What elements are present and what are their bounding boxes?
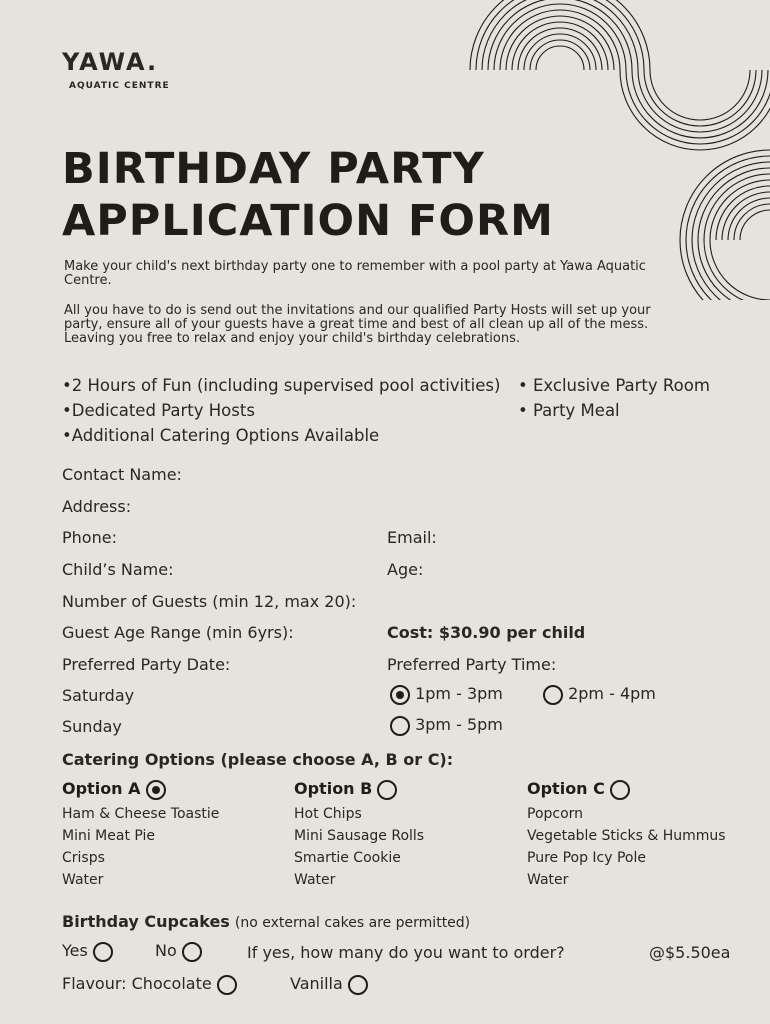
radio-checked-icon[interactable] — [146, 780, 166, 800]
page-title — [62, 143, 554, 247]
cupcakes-title: Birthday Cupcakes — [62, 912, 230, 931]
time-option-3-label: 3pm - 5pm — [415, 715, 503, 734]
radio-icon[interactable] — [182, 942, 202, 962]
time-option-2-label: 2pm - 4pm — [568, 684, 656, 703]
time-option-2[interactable] — [543, 684, 656, 705]
cost-label: Cost: $30.90 per child — [387, 623, 586, 642]
cupcakes-no-option[interactable] — [155, 941, 202, 962]
option-c-items — [527, 803, 726, 891]
contact-name-field[interactable]: Contact Name: — [62, 465, 182, 484]
title-line-1: BIRTHDAY PARTY — [62, 144, 485, 194]
cupcake-price: @$5.50ea — [649, 943, 731, 962]
feature-item: •Dedicated Party Hosts — [62, 401, 255, 420]
list-item: Smartie Cookie — [294, 850, 401, 866]
age-range-field[interactable]: Guest Age Range (min 6yrs): — [62, 623, 294, 642]
cupcakes-quantity-field[interactable]: If yes, how many do you want to order? — [247, 943, 565, 962]
cupcakes-note: (no external cakes are permitted) — [234, 915, 471, 931]
radio-icon[interactable] — [217, 975, 237, 995]
guests-field[interactable]: Number of Guests (min 12, max 20): — [62, 592, 357, 611]
option-a-items — [62, 803, 219, 891]
phone-field[interactable]: Phone: — [62, 528, 117, 547]
option-c-label: Option C — [527, 779, 605, 798]
pref-time-label: Preferred Party Time: — [387, 655, 557, 674]
feature-item: •2 Hours of Fun (including supervised pool activities) — [62, 376, 501, 395]
intro-paragraph-2: All you have to do is send out the invitations and our qualified Party Hosts will set up your party, ensure all of your guests have a great time and best of all clean up all of the mess. Leaving you free to relax and enjoy your child's birthday celebrations. — [64, 303, 651, 346]
brand-subtitle: AQUATIC CENTRE — [69, 81, 170, 91]
option-b-label: Option B — [294, 779, 373, 798]
option-a-label: Option A — [62, 779, 141, 798]
feature-item: • Exclusive Party Room — [518, 376, 710, 395]
no-label: No — [155, 941, 177, 960]
radio-checked-icon[interactable] — [390, 685, 410, 705]
list-item: Mini Meat Pie — [62, 828, 156, 844]
yes-label: Yes — [62, 941, 88, 960]
list-item: Crisps — [62, 850, 105, 866]
radio-icon[interactable] — [543, 685, 563, 705]
list-item: Mini Sausage Rolls — [294, 828, 425, 844]
cupcakes-yes-option[interactable] — [62, 941, 113, 962]
catering-heading: Catering Options (please choose A, B or C): — [62, 750, 454, 769]
radio-icon[interactable] — [93, 942, 113, 962]
flavour-label: Flavour: Chocolate — [62, 974, 212, 993]
list-item: Water — [62, 872, 104, 888]
saturday-option[interactable]: Saturday — [62, 686, 135, 705]
list-item: Pure Pop Icy Pole — [527, 850, 646, 866]
radio-icon[interactable] — [390, 716, 410, 736]
list-item: Ham & Cheese Toastie — [62, 806, 220, 822]
option-b-items — [294, 803, 424, 891]
list-item: Water — [527, 872, 569, 888]
list-item: Hot Chips — [294, 806, 362, 822]
title-line-2: APPLICATION FORM — [62, 196, 554, 246]
vanilla-label: Vanilla — [290, 974, 343, 993]
list-item: Popcorn — [527, 806, 584, 822]
radio-icon[interactable] — [377, 780, 397, 800]
age-field[interactable]: Age: — [387, 560, 424, 579]
feature-item: •Additional Catering Options Available — [62, 426, 380, 445]
address-field[interactable]: Address: — [62, 497, 132, 516]
list-item: Vegetable Sticks & Hummus — [527, 828, 726, 844]
radio-icon[interactable] — [610, 780, 630, 800]
brand-logo: YAWA. — [62, 48, 159, 76]
email-field[interactable]: Email: — [387, 528, 437, 547]
childs-name-field[interactable]: Child’s Name: — [62, 560, 174, 579]
time-option-1-label: 1pm - 3pm — [415, 684, 503, 703]
time-option-3[interactable] — [390, 715, 503, 736]
flavour-chocolate-option[interactable] — [62, 974, 237, 995]
pref-date-label: Preferred Party Date: — [62, 655, 231, 674]
radio-icon[interactable] — [348, 975, 368, 995]
time-option-1[interactable] — [390, 684, 503, 705]
catering-option-c[interactable] — [527, 779, 630, 800]
catering-option-a[interactable] — [62, 779, 166, 800]
feature-item: • Party Meal — [518, 401, 620, 420]
flavour-vanilla-option[interactable] — [290, 974, 368, 995]
list-item: Water — [294, 872, 336, 888]
intro-paragraph-1: Make your child's next birthday party one to remember with a pool party at Yawa Aquatic Centre. — [64, 259, 646, 288]
sunday-option[interactable]: Sunday — [62, 717, 122, 736]
cupcakes-heading — [62, 912, 470, 931]
catering-option-b[interactable] — [294, 779, 397, 800]
